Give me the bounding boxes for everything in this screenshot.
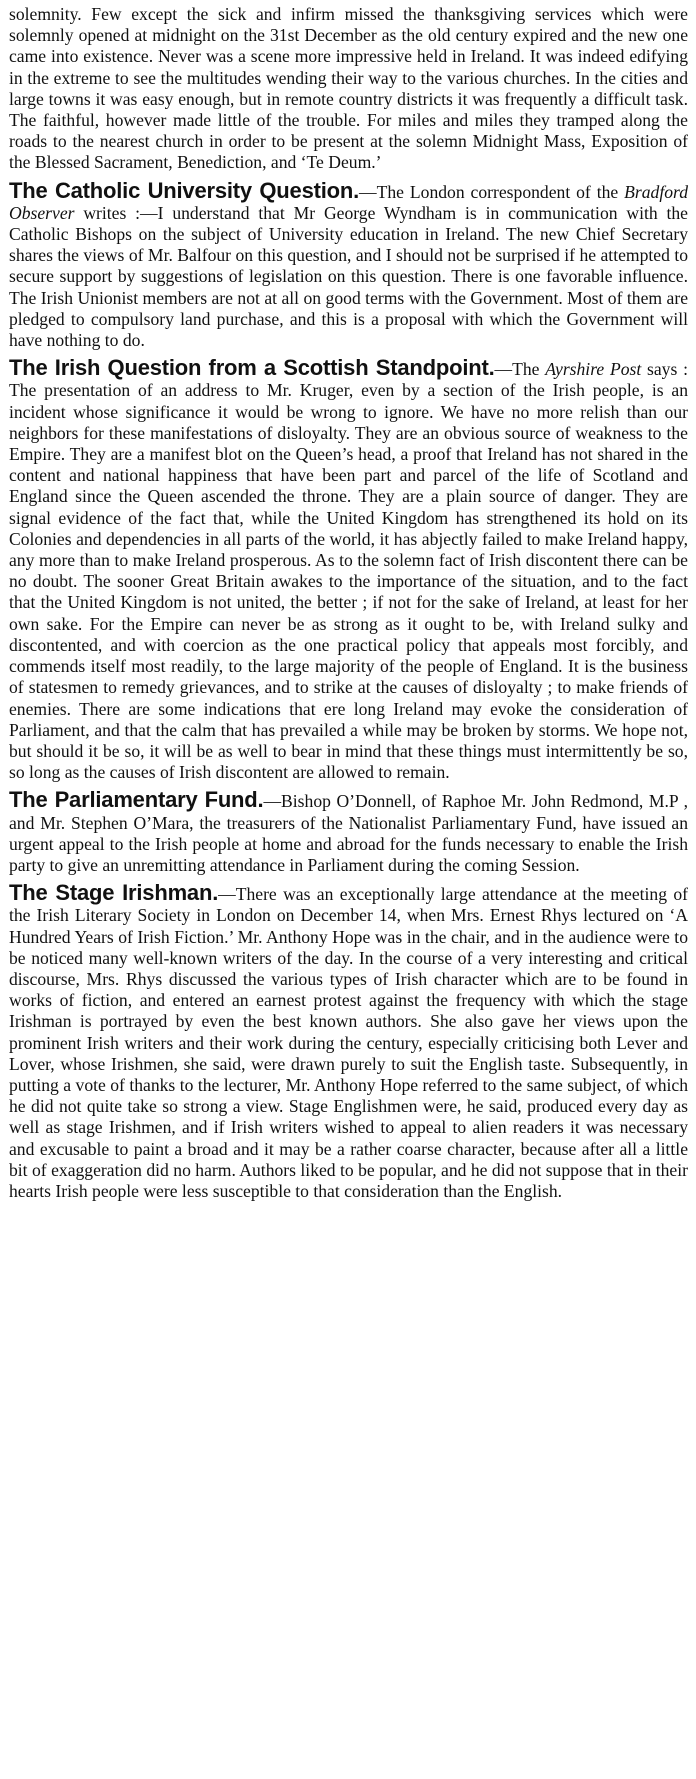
paragraph-body: says : The presentation of an address to Mr. Kruger, even by a section of the Irish people, is an incident whose significance it would be wrong to ignore. We have no more relish than our neighbors for these manifestations of disloyalty. They are an obvious source of weakness to the Empire. They are a manifest blot on the Queen’s head, a proof that Ireland has not shared in the content and national happiness that have been part and parcel of the life of Scotland and England since the Queen ascended the throne. They are a plain source of danger. They are signal evidence of the fact that, while the United Kingdom has strengthened its hold on its Colonies and dependencies in all parts of the world, it has abjectly failed to make Ireland happy, any more than to make Ireland prosperous. As to the solemn fact of Irish discontent there can be no doubt. The sooner Great Britain awakes to the importance of the situation, and to the fact that the United Kingdom is not united, the better ; if not for the sake of Ireland, at least for her own sake. For the Empire can never be as strong as it ought to be, with Ireland sulky and discontented, and with coercion as the one practical policy that appeals most forcibly, and commends itself most readily, to the large majority of the people of England. It is the business of statesmen to remedy grievances, and to strike at the causes of disloyalty ; to make friends of enemies. There are some indications that ere long Ireland may evoke the consideration of Parliament, and that the calm that has prevailed a while may be broken by storms. We hope not, but should it be so, it will be as well to bear in mind that these things must intermittently be so, so long as the causes of Irish discontent are allowed to remain.: [9, 359, 688, 783]
paragraph-lead: —The: [494, 359, 546, 380]
publication-name: Ayrshire Post: [545, 359, 642, 380]
section-heading: The Catholic University Question.: [9, 177, 360, 203]
paragraph-body: solemnity. Few except the sick and infirm missed the thanksgiving services which were solemnly opened at midnight on the 31st December as the old century expired and the new one came into existence. Never was a scene more impressive held in Ireland. It was indeed edifying in the extreme to see the multitudes wending their way to the various churches. In the cities and large towns it was easy enough, but in remote country districts it was frequently a difficult task. The faithful, however made little of the trouble. For miles and miles they tramped along the roads to the nearest church in order to be present at the solemn Midnight Mass, Exposition of the Blessed Sacrament, Benediction, and ‘Te Deum.’: [9, 4, 688, 173]
publication-name: Bradford Observer: [9, 181, 688, 223]
paragraph-body: writes :—I understand that Mr George Wyndham is in communication with the Catholic Bishops on the subject of University education in Ireland. The new Chief Secretary shares the views of Mr. Balfour on this question, and I should not be surprised if he attempted to secure support by suggestions of legislation on this question. There is one favorable influence. The Irish Unionist members are not at all on good terms with the Government. Most of them are pledged to compulsory land purchase, and this is a proposal with which the Government will have nothing to do.: [9, 202, 688, 351]
paragraph-irish-question-scottish: [9, 357, 688, 783]
paragraph-parliamentary-fund: [9, 789, 688, 876]
section-heading: The Stage Irishman.: [9, 880, 219, 906]
paragraph-stage-irishman: [9, 882, 688, 1202]
paragraph-lead: —There was an exceptionally large attendance at the meeting of the Irish Literary Society in London on December 14, when Mrs. Ernest Rhys lectured on ‘A Hundred Years of Irish Fiction.’: [9, 884, 689, 947]
section-heading: The Parliamentary Fund.: [9, 787, 264, 813]
paragraph-body: Mr. John Redmond, M.P , and Mr. Stephen O’Mara, the treasurers of the Nationalist Parliamentary Fund, have issued an urgent appeal to the Irish people at home and abroad for the funds necessary to enable the Irish party to give an unremitting attendance in Parliament during the coming Session.: [9, 791, 688, 875]
paragraph-body: Mr. Anthony Hope was in the chair, and in the audience were to be noticed many well-known writers of the day. In the course of a very interesting and critical discourse, Mrs. Rhys discussed the various types of Irish character which are to be found in works of fiction, and entered an earnest protest against the frequency with which the stage Irishman is portrayed by even the best known authors. She also gave her views upon the prominent Irish writers and their work during the century, especially criticising both Lever and Lover, whose Irishmen, she said, were drawn purely to suit the English taste. Subsequently, in putting a vote of thanks to the lecturer, Mr. Anthony Hope referred to the same subject, of which he did not quite take so strong a view. Stage Englishmen were, he said, produced every day as well as stage Irishmen, and if Irish writers wished to appeal to alien readers it was necessary and excusable to paint a broad and it may be a rather coarse character, because after all a little bit of exaggeration did no harm. Authors liked to be popular, and he did not suppose that in their hearts Irish people were less susceptible to that consideration than the English.: [9, 926, 688, 1201]
section-heading: The Irish Question from a Scottish Standpoint.: [9, 355, 495, 381]
paragraph-solemnity: [9, 4, 688, 174]
paragraph-lead: —Bishop O’Donnell, of Raphoe: [263, 791, 496, 812]
paragraph-catholic-university: [9, 177, 688, 352]
paragraph-lead: —The London correspondent of the: [359, 181, 625, 202]
